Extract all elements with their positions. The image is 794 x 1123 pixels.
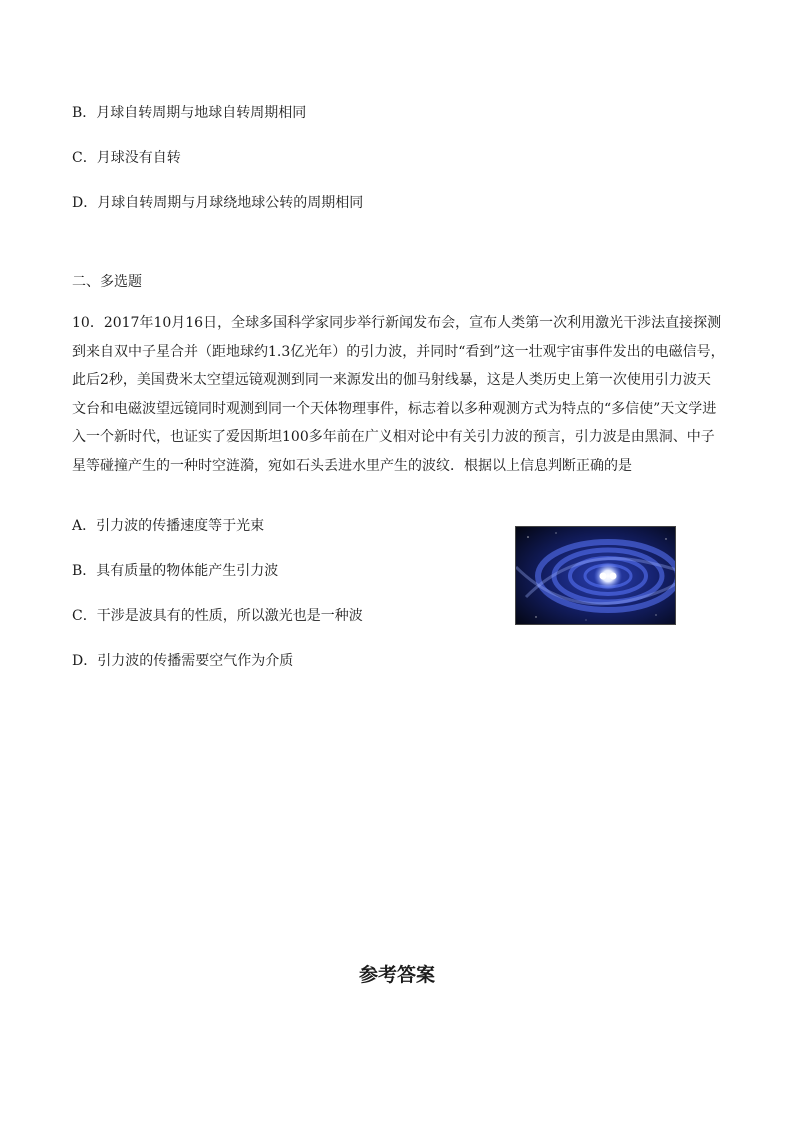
section-title: 二、多选题 — [72, 274, 142, 290]
question-line: 此后2秒，美国费米太空望远镜观测到同一来源发出的伽马射线暴，这是人类历史上第一次使用引力波天 — [72, 372, 711, 388]
question-10-stem — [72, 309, 732, 480]
gravitational-wave-image — [515, 526, 676, 625]
question-line: 入一个新时代，也证实了爱因斯坦100多年前在广义相对论中有关引力波的预言，引力波是由黑洞、中子 — [72, 429, 715, 445]
question-line: 到来自双中子星合并（距地球约1.3亿光年）的引力波，并同时“看到”这一壮观宇宙事件发出的电磁信号， — [72, 343, 725, 360]
question-line: 星等碰撞产生的一种时空涟漪，宛如石头丢进水里产生的波纹．根据以上信息判断正确的是 — [72, 457, 632, 474]
option-d: D．引力波的传播需要空气作为介质 — [72, 653, 294, 669]
option-c-prev: C．月球没有自转 — [72, 150, 181, 166]
option-b-prev: B．月球自转周期与地球自转周期相同 — [72, 105, 307, 121]
question-line: 10．2017年10月16日，全球多国科学家同步举行新闻发布会，宣布人类第一次利用激光干涉法直接探测 — [72, 315, 722, 331]
option-b: B．具有质量的物体能产生引力波 — [72, 563, 279, 579]
option-d-prev: D．月球自转周期与月球绕地球公转的周期相同 — [72, 195, 364, 211]
option-a: A．引力波的传播速度等于光束 — [72, 518, 265, 534]
question-line: 文台和电磁波望远镜同时观测到同一个天体物理事件，标志着以多种观测方式为特点的“多信使”天文学进 — [72, 400, 717, 417]
answer-section-title: 参考答案 — [358, 964, 435, 986]
option-c: C．干涉是波具有的性质，所以激光也是一种波 — [72, 608, 363, 624]
